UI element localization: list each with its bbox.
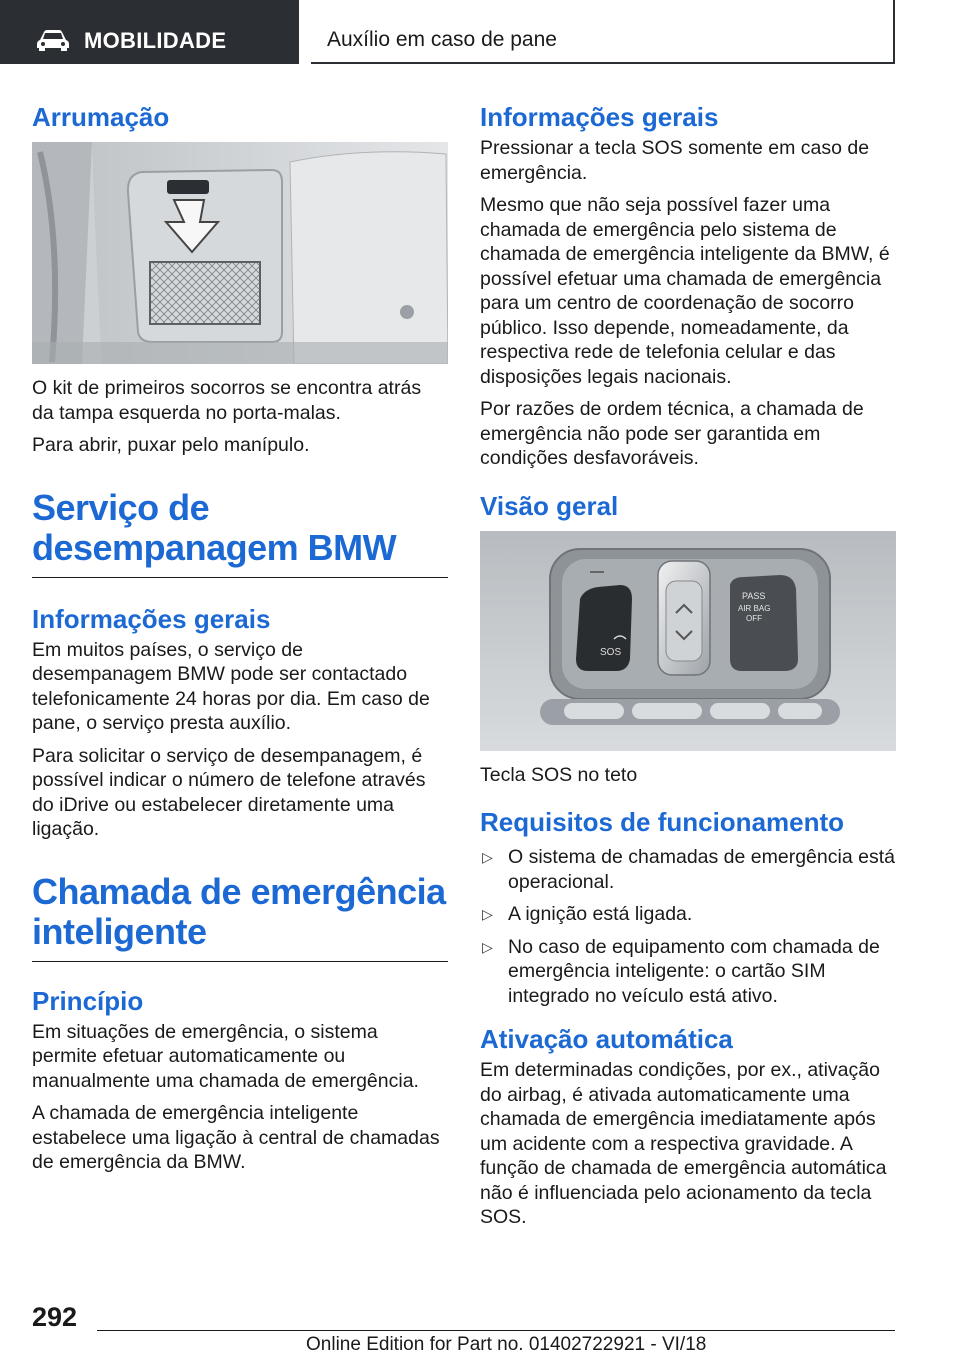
triangle-bullet-icon: ▷ — [482, 938, 493, 955]
trunk-photo — [32, 142, 448, 364]
airbag-label: AIR BAG — [738, 603, 771, 613]
paragraph: Em situações de emergência, o sistema permite efetuar automaticamente ou manualmente uma chamada de emergência. — [32, 1020, 419, 1092]
chapter-title-box — [311, 0, 895, 64]
section-label: MOBILIDADE — [84, 28, 227, 53]
page-number: 292 — [32, 1302, 78, 1332]
off-label: OFF — [746, 613, 762, 623]
paragraph: A chamada de emergência inteligente estabelece uma ligação à central de chamadas de emergência da BMW. — [32, 1102, 440, 1173]
paragraph: Para abrir, puxar pelo manípulo. — [32, 434, 310, 456]
heading-principio: Princípio — [32, 985, 144, 1016]
sos-label: SOS — [600, 646, 622, 658]
paragraph: Por razões de ordem técnica, a chamada de emergência não pode ser garantida em condições desfavoráveis. — [480, 398, 864, 469]
heading-informacoes-gerais-sos: Informações gerais — [480, 102, 719, 132]
paragraph: Em muitos países, o serviço de desempanagem BMW pode ser contactado telefonicamente 24 horas por dia. Em caso de pane, o serviço presta auxílio. — [32, 638, 430, 734]
heading-informacoes-gerais: Informações gerais — [32, 603, 271, 634]
list-item: ▷ O sistema de chamadas de emergência está operacional. — [482, 846, 895, 893]
list-item: ▷ No caso de equipamento com chamada de emergência inteligente: o cartão SIM integrado no veículo está ativo. — [482, 935, 880, 1007]
heading-visao-geral: Visão geral — [480, 490, 619, 521]
edition-note: Online Edition for Part no. 01402722921 - VI/18 — [306, 1334, 707, 1355]
section-tab — [0, 0, 299, 64]
paragraph: O kit de primeiros socorros se encontra atrás da tampa esquerda no porta-malas. — [32, 377, 422, 424]
chapter-title: Auxílio em caso de pane — [327, 28, 557, 51]
paragraph: Pressionar a tecla SOS somente em caso de emergência. — [480, 137, 870, 184]
paragraph: Em determinadas condições, por ex., ativação do airbag, é ativada automaticamente uma chamada de emergência imediatamente após um acidente com a respectiva gravidade. A função de chamada de emergência automática não é influenciada pelo acionamento da tecla SOS. — [480, 1059, 887, 1228]
triangle-bullet-icon: ▷ — [482, 849, 493, 865]
paragraph: Para solicitar o serviço de desempanagem, é possível indicar o número de telefone através do iDrive ou estabelecer diretamente uma ligação. — [32, 744, 426, 840]
left-column — [32, 100, 448, 1183]
footer-rule — [97, 1330, 895, 1331]
requirements-list — [480, 845, 896, 1008]
triangle-bullet-icon: ▷ — [482, 906, 493, 922]
paragraph: Mesmo que não seja possível fazer uma chamada de emergência pelo sistema de chamada de emergência inteligente da BMW, é possível efetuar uma chamada de emergência para um centro de coordenação de socorro público. Isso depende, nomeadamente, da respectiva rede de telefonia celular e das disposições legais nacionais. — [480, 194, 890, 388]
heading-arrumacao: Arrumação — [32, 102, 170, 132]
list-item: ▷ A ignição está ligada. — [482, 903, 693, 925]
sos-button-photo — [480, 531, 896, 751]
right-column — [480, 100, 896, 1238]
heading-servico-desempanagem: Serviço de desempanagem BMW — [32, 486, 397, 568]
photo-caption: Tecla SOS no teto — [480, 763, 638, 786]
heading-chamada-emergencia: Chamada de emergência inteligente — [32, 870, 446, 952]
pass-label: PASS — [742, 590, 766, 601]
heading-ativacao-automatica: Ativação automática — [480, 1024, 733, 1054]
heading-requisitos: Requisitos de funcionamento — [480, 807, 845, 837]
car-icon — [36, 29, 70, 56]
